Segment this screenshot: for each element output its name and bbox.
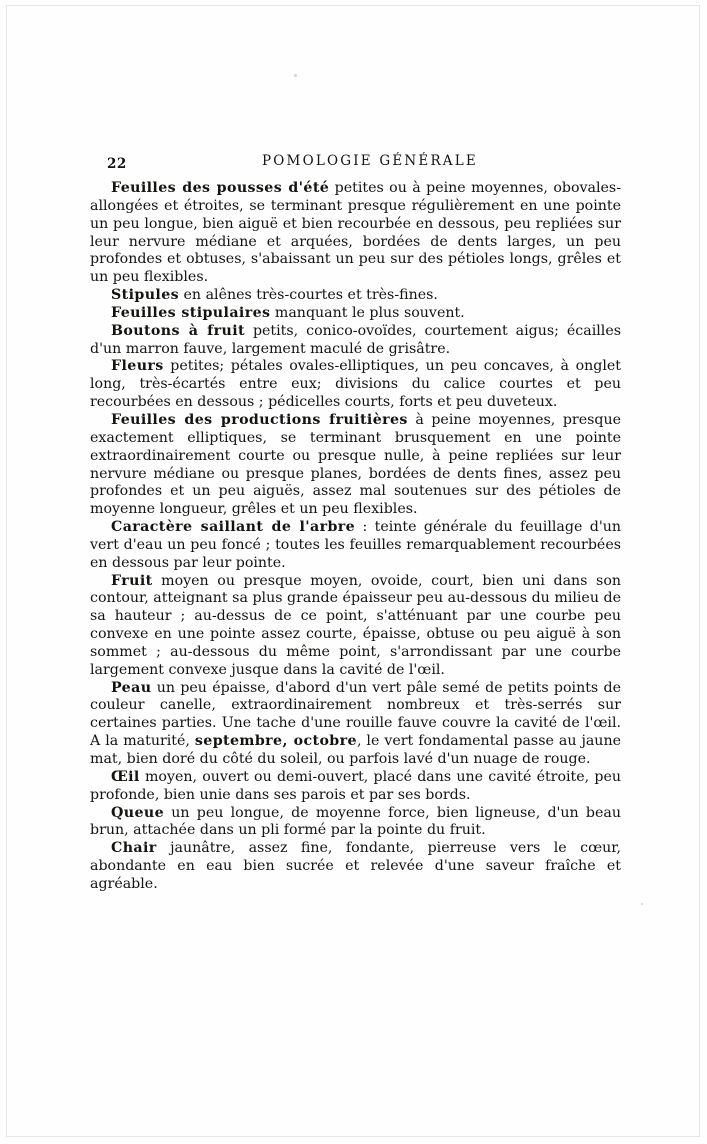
page-body <box>90 180 621 894</box>
text-run: moyen, ouvert ou demi-ouvert, placé dans une cavité étroite, peu profonde, bien unie dans ses parois et par ses bords. <box>90 768 621 803</box>
bold-term: Fleurs <box>111 358 164 375</box>
bold-term: Feuilles stipulaires <box>111 304 271 321</box>
paragraph <box>90 840 621 894</box>
text-run: petites; pétales ovales-elliptiques, un peu concaves, à onglet long, très-écartés entre eux; divisions du calice courtes et peu recourbées en dessous ; pédicelles courts, forts et peu duveteux. <box>90 358 621 411</box>
text-run: en alênes très-courtes et très-fines. <box>179 287 438 304</box>
paragraph <box>90 323 621 359</box>
paragraph <box>90 805 621 841</box>
bold-term: Stipules <box>111 287 180 304</box>
bold-term: Feuilles des pousses d'été <box>111 180 330 196</box>
bold-term: Feuilles des productions fruitières <box>111 411 408 428</box>
paragraph <box>90 305 621 323</box>
scan-speck <box>641 903 643 905</box>
page-number: 22 <box>107 156 127 172</box>
text-run: un peu épaisse, d'abord d'un vert pâle semé de petits points de couleur canelle, extraordinairement nombreux et très-serrés sur certaines parties. Une tache d'une rouille fauve couvre la cavité de l'œil. A la maturité, <box>90 679 621 750</box>
paragraph <box>90 519 621 573</box>
text-run: : teinte générale du feuillage d'un vert d'eau un peu foncé ; toutes les feuilles remarquablement recourbées en dessous par leur pointe. <box>90 519 621 571</box>
paragraph <box>90 573 621 680</box>
bold-term: Boutons à fruit <box>111 322 245 339</box>
bold-term: Chair <box>111 840 157 857</box>
bold-term: Queue <box>111 804 165 821</box>
text-run: , le vert fondamental passe au jaune mat, bien doré du côté du soleil, ou parfois lavé d'un nuage de rouge. <box>90 733 621 767</box>
bold-term: Peau <box>111 679 152 696</box>
bold-term: septembre, octobre <box>194 733 357 750</box>
paragraph <box>90 287 621 305</box>
text-run: petits, conico-ovoïdes, courtement aigus; écailles d'un marron fauve, largement maculé de grisâtre. <box>90 322 621 357</box>
text-run: jaunâtre, assez fine, fondante, pierreuse vers le cœur, abondante en eau bien sucrée et relevée d'une saveur fraîche et agréable. <box>90 840 621 892</box>
paragraph <box>90 769 621 805</box>
scan-speck <box>294 74 297 77</box>
paragraph <box>90 412 621 519</box>
bold-term: Caractère saillant de l'arbre <box>111 519 356 536</box>
text-run: un peu longue, de moyenne force, bien ligneuse, d'un beau brun, attachée dans un pli formé par la pointe du fruit. <box>90 804 621 839</box>
paragraph <box>90 680 621 769</box>
text-run: moyen ou presque moyen, ovoide, court, bien uni dans son contour, atteignant sa plus grande épaisseur peu au-dessous du milieu de sa hauteur ; au-dessus de ce point, s'atténuant par une courbe peu convexe en une pointe assez courte, épaisse, obtuse ou peu aiguë à son sommet ; au-dessous du même point, s'arrondissant par une courbe largement convexe jusque dans la cavité de l'œil. <box>90 572 621 678</box>
text-run: manquant le plus souvent. <box>270 304 465 321</box>
bold-term: Œil <box>111 768 140 785</box>
text-run: petites ou à peine moyennes, obovales-allongées et étroites, se terminant presque régulièrement en une pointe un peu longue, bien aiguë et bien recourbée en dessous, peu repliées sur leur nervure médiane et arquées, bordées de dents larges, un peu profondes et obtuses, s'abaissant un peu sur des pétioles longs, grêles et un peu flexibles. <box>90 180 621 286</box>
page-header <box>90 153 620 175</box>
text-run: à peine moyennes, presque exactement elliptiques, se terminant brusquement en une pointe extraordinairement courte ou presque nulle, à peine repliées sur leur nervure médiane ou presque planes, bordées de dents fines, assez peu profondes et un peu aiguës, assez mal soutenues sur des pétioles de moyenne longueur, grêles et un peu flexibles. <box>90 411 621 518</box>
paragraph <box>90 180 621 287</box>
paragraph <box>90 358 621 412</box>
running-title: POMOLOGIE GÉNÉRALE <box>262 153 478 169</box>
bold-term: Fruit <box>111 572 153 589</box>
